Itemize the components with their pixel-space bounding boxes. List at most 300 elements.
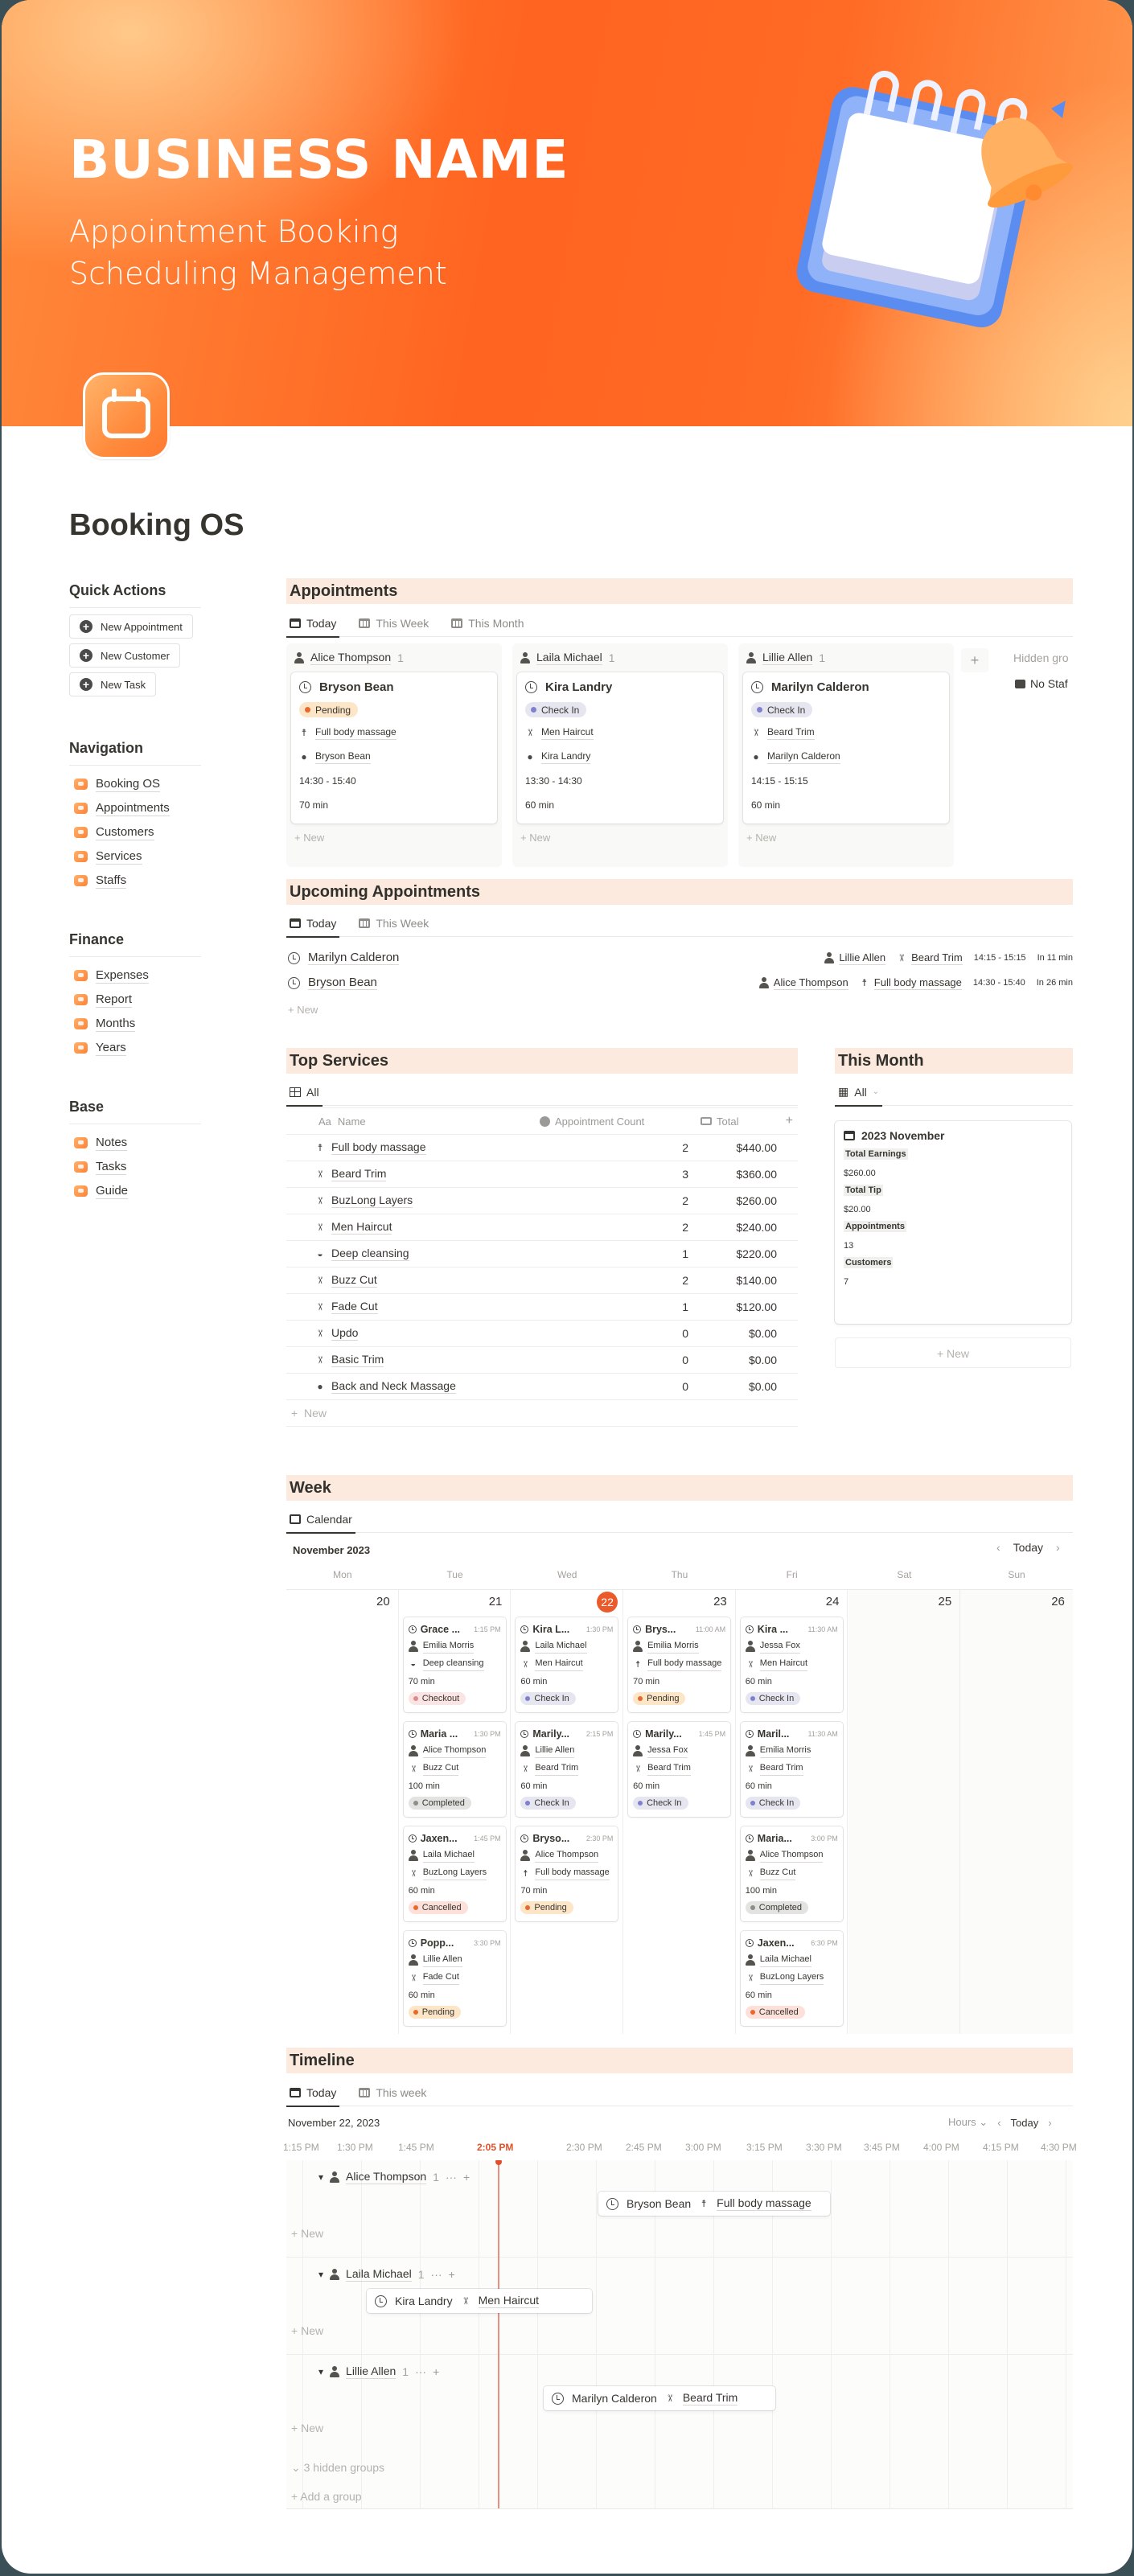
new-label: New <box>301 2324 324 2337</box>
calendar-bell-illustration <box>774 48 1079 354</box>
service-link[interactable]: Men Haircut <box>535 1657 582 1671</box>
scissors-icon: ✂ <box>745 1765 755 1773</box>
event-name: Jaxen... <box>420 1833 458 1844</box>
calendar-event-card[interactable] <box>404 1826 506 1921</box>
table-row[interactable] <box>286 1321 798 1347</box>
field-label: Total Tip <box>845 1185 881 1195</box>
service-link[interactable]: Full body massage <box>647 1657 721 1671</box>
hidden-groups-label: 3 hidden groups <box>303 2461 385 2474</box>
table-row[interactable] <box>286 1374 798 1400</box>
service-name[interactable]: Fade Cut <box>331 1300 378 1313</box>
board-column <box>512 643 728 867</box>
nav-staffs[interactable] <box>69 869 201 893</box>
service-row <box>746 1760 838 1777</box>
service-total: $360.00 <box>736 1168 777 1181</box>
timeline-group-header[interactable] <box>318 2364 439 2379</box>
cover-banner <box>2 0 1132 426</box>
document-icon <box>74 994 88 1005</box>
lips-icon: ◒ <box>317 1248 323 1259</box>
appointment-count: 0 <box>682 1354 688 1366</box>
calendar-week-icon <box>359 918 370 928</box>
new-label: New <box>529 832 551 844</box>
scissors-icon: ✂ <box>524 728 536 737</box>
service-name[interactable]: Beard Trim <box>331 1167 387 1180</box>
collapse-toggle-icon[interactable]: ▾ <box>318 2171 324 2183</box>
service-row <box>633 1760 725 1777</box>
service-link[interactable]: Full body massage <box>873 976 962 988</box>
staff-link[interactable]: Alice Thompson <box>535 1848 598 1863</box>
group-count: 1 <box>819 651 826 664</box>
new-card-button[interactable]: + New <box>294 832 325 844</box>
new-label: New <box>301 2227 324 2240</box>
tab-label: Today <box>306 2085 337 2099</box>
no-staff-group[interactable] <box>1015 677 1068 690</box>
day-cell[interactable] <box>736 1590 848 2034</box>
next-arrow-icon[interactable]: › <box>1056 1541 1060 1554</box>
status-label: Check In <box>758 1694 795 1703</box>
nav-label: Tasks <box>96 1159 127 1173</box>
event-name: Marily... <box>645 1728 682 1740</box>
plus-circle-icon: + <box>80 620 92 633</box>
service-name-cell <box>286 1300 544 1314</box>
duration: 60 min <box>745 1781 772 1791</box>
relative-time: In 11 min <box>1037 953 1073 963</box>
event-name: Maril... <box>757 1728 790 1740</box>
group-count: 1 <box>608 651 615 664</box>
tab-this-month[interactable] <box>448 610 527 637</box>
calendar-event-card[interactable] <box>741 1931 843 2026</box>
staff-link[interactable]: Jessa Fox <box>760 1639 800 1654</box>
day-cell[interactable] <box>623 1590 736 2034</box>
service-name-cell <box>286 1273 544 1288</box>
scissors-icon: ✂ <box>408 1765 418 1773</box>
service-link[interactable]: Beard Trim <box>682 2391 738 2404</box>
service-link[interactable]: Full body massage <box>717 2196 811 2209</box>
day-cell[interactable] <box>399 1590 512 2034</box>
day-number: 26 <box>1051 1595 1065 1608</box>
finance <box>69 931 201 1060</box>
service-name[interactable]: Basic Trim <box>331 1353 384 1366</box>
calendar-event-card[interactable] <box>404 1617 506 1712</box>
tab-today[interactable] <box>286 610 339 637</box>
day-number: 21 <box>488 1595 503 1608</box>
calendar-event-card[interactable] <box>741 1722 843 1817</box>
calendar-event-card[interactable] <box>741 1826 843 1921</box>
staff-row <box>633 1637 725 1655</box>
month-new-button[interactable]: + New <box>835 1337 1071 1368</box>
view-label: All <box>854 1085 867 1099</box>
calendar-event-card[interactable] <box>628 1722 730 1817</box>
tab-today[interactable] <box>286 910 339 937</box>
nav-expenses[interactable] <box>69 963 201 988</box>
add-item-icon[interactable]: + <box>462 2171 470 2184</box>
calendar-event-card[interactable] <box>741 1617 843 1712</box>
table-row[interactable] <box>286 1347 798 1374</box>
month-card[interactable] <box>835 1121 1071 1324</box>
nav-customers[interactable] <box>69 820 201 844</box>
row-meta <box>759 976 1073 990</box>
service-total: $240.00 <box>736 1221 777 1234</box>
staff-link[interactable]: Laila Michael <box>423 1848 475 1863</box>
client-link[interactable]: Bryson Bean <box>315 750 371 764</box>
time-tick: 2:45 PM <box>626 2142 662 2153</box>
tab-this-week[interactable] <box>355 910 432 937</box>
table-row[interactable] <box>286 1214 798 1241</box>
nav-notes[interactable] <box>69 1131 201 1155</box>
service-link[interactable]: Men Haircut <box>478 2294 540 2307</box>
service-link[interactable]: Beard Trim <box>760 1761 803 1776</box>
clock-icon <box>633 1730 641 1738</box>
staff-link[interactable]: Alice Thompson <box>760 1848 824 1863</box>
top-services-table <box>286 1107 798 1427</box>
more-options-icon[interactable]: ··· <box>415 2365 427 2378</box>
scissors-icon: ✂ <box>633 1765 643 1773</box>
staff-link[interactable]: Alice Thompson <box>773 976 848 988</box>
staff-link[interactable]: Emilia Morris <box>647 1639 699 1654</box>
client-link[interactable]: Marilyn Calderon <box>767 750 840 764</box>
group-divider <box>286 2257 1073 2258</box>
service-total: $120.00 <box>736 1300 777 1313</box>
calendar-event-card[interactable] <box>516 1826 618 1921</box>
service-link[interactable]: Beard Trim <box>647 1761 691 1776</box>
staff-name[interactable]: Laila Michael <box>346 2267 412 2280</box>
service-link[interactable]: Buzz Cut <box>760 1866 796 1880</box>
appointments-value: 13 <box>844 1241 854 1251</box>
more-options-icon[interactable]: ··· <box>430 2268 442 2281</box>
subtitle-line-2: Scheduling Management <box>69 256 447 291</box>
tab-label: This week <box>376 2085 427 2099</box>
upcoming-new-button[interactable]: + New <box>288 1004 318 1016</box>
nav-appointments[interactable] <box>69 796 201 820</box>
nav-booking-os[interactable] <box>69 772 201 796</box>
calendar-icon <box>74 1042 88 1054</box>
status-dot <box>638 1696 643 1701</box>
new-appointment-button[interactable] <box>69 614 193 639</box>
new-label: New <box>303 1407 327 1419</box>
calendar-event-card[interactable] <box>404 1931 506 2026</box>
nav-years[interactable] <box>69 1036 201 1060</box>
time-tick: 2:30 PM <box>566 2142 602 2153</box>
nav-report[interactable] <box>69 988 201 1012</box>
grid-line <box>537 2160 538 2508</box>
staff-row <box>409 1742 501 1760</box>
add-item-icon[interactable]: + <box>433 2365 440 2378</box>
grid-line <box>831 2160 832 2508</box>
status-label: Check In <box>758 1798 795 1808</box>
staff-link[interactable]: Emilia Morris <box>423 1639 475 1654</box>
board-column <box>286 643 502 867</box>
add-group-button[interactable]: + Add a group <box>291 2490 362 2503</box>
client-link[interactable]: Kira Landry <box>541 750 590 764</box>
duration: 60 min <box>751 799 781 811</box>
service-link[interactable]: Fade Cut <box>423 1970 459 1985</box>
staff-link[interactable]: Lillie Allen <box>839 951 886 963</box>
clock-icon <box>746 1730 754 1738</box>
event-title <box>746 1935 838 1951</box>
sidebar <box>69 582 201 1235</box>
column-header[interactable] <box>286 643 502 672</box>
timeline-item[interactable] <box>544 2386 775 2410</box>
service-row <box>746 1864 838 1882</box>
service-name[interactable]: BuzLong Layers <box>331 1194 413 1206</box>
event-time: 1:45 PM <box>698 1730 726 1738</box>
calendar-event-card[interactable] <box>404 1722 506 1817</box>
upcoming-row[interactable] <box>288 946 1073 970</box>
staff-link[interactable]: Lillie Allen <box>535 1744 574 1758</box>
money-icon <box>701 1117 712 1125</box>
next-arrow-icon[interactable]: › <box>1048 2116 1052 2129</box>
nav-guide[interactable] <box>69 1179 201 1203</box>
nav-tasks[interactable] <box>69 1155 201 1179</box>
status-label: Completed <box>758 1903 802 1912</box>
person-icon <box>330 2269 339 2280</box>
timeline-new-button[interactable]: + New <box>291 2422 324 2434</box>
timeline-body <box>286 2160 1073 2509</box>
tab-label: This Week <box>376 616 429 630</box>
nav-months[interactable] <box>69 1012 201 1036</box>
top-services-heading: Top Services <box>286 1048 798 1074</box>
timeline-item[interactable] <box>598 2192 830 2216</box>
staff-row <box>409 1637 501 1655</box>
tab-today[interactable] <box>286 2079 339 2106</box>
collapse-toggle-icon[interactable]: ▾ <box>318 2269 324 2280</box>
staff-name[interactable]: Lillie Allen <box>762 651 813 664</box>
client-row <box>299 745 489 769</box>
day-cell[interactable] <box>960 1590 1073 2034</box>
more-options-icon[interactable]: ··· <box>445 2171 457 2184</box>
col-label: Name <box>337 1115 366 1128</box>
col-total[interactable] <box>692 1115 773 1128</box>
table-row[interactable] <box>286 1135 798 1161</box>
status-badge <box>409 1901 468 1914</box>
appointment-card[interactable] <box>291 672 497 824</box>
service-link[interactable]: Men Haircut <box>541 725 594 740</box>
customer-name[interactable]: Marilyn Calderon <box>308 951 400 964</box>
new-customer-button[interactable] <box>69 643 180 668</box>
table-row[interactable] <box>286 1161 798 1188</box>
service-link[interactable]: Deep cleansing <box>423 1657 484 1671</box>
group-count: 1 <box>397 651 404 664</box>
person-icon: ☨ <box>317 1142 323 1153</box>
service-name[interactable]: Men Haircut <box>331 1220 392 1233</box>
clock-icon <box>74 803 88 814</box>
event-name: Kira ... <box>757 1624 789 1635</box>
calendar-event-card[interactable] <box>628 1617 730 1712</box>
button-label: New Task <box>101 678 146 691</box>
customer-name: Bryson Bean <box>627 2197 692 2210</box>
calendar-event-card[interactable] <box>516 1722 618 1817</box>
appointment-count: 2 <box>682 1141 688 1154</box>
nav-label: Booking OS <box>96 776 161 791</box>
staff-name[interactable]: Laila Michael <box>536 651 602 664</box>
service-name[interactable]: Full body massage <box>331 1140 426 1153</box>
day-cell[interactable] <box>286 1590 399 2034</box>
timeline-new-button[interactable]: + New <box>291 2324 324 2337</box>
time-tick: 4:30 PM <box>1041 2142 1077 2153</box>
status-dot <box>525 1801 530 1806</box>
service-link[interactable]: Beard Trim <box>767 725 815 740</box>
today-button[interactable]: Today <box>1010 2116 1039 2129</box>
collapse-toggle-icon[interactable]: ▾ <box>318 2366 324 2377</box>
day-cell[interactable] <box>511 1590 623 2034</box>
group-count: 1 <box>402 2365 409 2378</box>
event-time: 3:30 PM <box>474 1939 501 1947</box>
event-name: Bryso... <box>532 1833 570 1844</box>
nav-label: Months <box>96 1016 136 1030</box>
tab-this-week[interactable] <box>355 610 432 637</box>
person-icon <box>633 1745 643 1756</box>
time-range: 14:15 - 15:15 <box>973 953 1026 963</box>
button-label: New Customer <box>101 649 170 662</box>
status-label: Cancelled <box>758 2007 799 2017</box>
calendar-week-icon <box>359 2088 370 2097</box>
upcoming-tabs <box>286 910 1073 937</box>
view-all-dropdown[interactable] <box>835 1078 882 1106</box>
table-row[interactable] <box>286 1294 798 1321</box>
service-name[interactable]: Deep cleansing <box>331 1247 409 1259</box>
clock-icon <box>746 1625 754 1633</box>
staff-name[interactable]: Alice Thompson <box>346 2170 427 2183</box>
timeline-group-header[interactable] <box>318 2267 455 2282</box>
service-name[interactable]: Updo <box>331 1326 359 1339</box>
person-icon <box>520 1850 530 1861</box>
service-link[interactable]: Men Haircut <box>760 1657 807 1671</box>
clock-icon <box>409 1625 417 1633</box>
service-name-cell <box>286 1379 544 1394</box>
hidden-groups-label[interactable]: Hidden gro <box>1013 651 1069 664</box>
customer-name: Kira Landry <box>395 2295 453 2307</box>
service-link[interactable]: BuzLong Layers <box>760 1970 824 1985</box>
day-cell[interactable] <box>848 1590 961 2034</box>
navigation-heading: Navigation <box>69 740 201 766</box>
service-link[interactable]: Beard Trim <box>911 951 963 963</box>
duration: 100 min <box>745 1886 777 1896</box>
time-tick: 1:15 PM <box>283 2142 319 2153</box>
staff-link[interactable]: Alice Thompson <box>423 1744 487 1758</box>
calendar-event-card[interactable] <box>516 1617 618 1712</box>
service-name[interactable]: Buzz Cut <box>331 1273 377 1286</box>
new-card-button[interactable]: + New <box>520 832 551 844</box>
staff-link[interactable]: Emilia Morris <box>760 1744 811 1758</box>
duration: 100 min <box>408 1781 440 1791</box>
appointment-count: 1 <box>682 1247 688 1260</box>
week-tabs <box>286 1506 1073 1533</box>
staff-link[interactable]: Jessa Fox <box>647 1744 688 1758</box>
person-icon <box>409 1641 418 1652</box>
staff-name[interactable]: Lillie Allen <box>346 2364 396 2377</box>
month-label: November 2023 <box>293 1544 371 1556</box>
hidden-groups-toggle[interactable]: ⌄ 3 hidden groups <box>291 2461 385 2474</box>
status-dot <box>525 1696 530 1701</box>
add-group-button[interactable]: + <box>961 648 988 672</box>
table-header <box>286 1107 798 1135</box>
customer-name[interactable]: Bryson Bean <box>308 976 377 989</box>
service-cell <box>860 976 962 990</box>
table-new-row[interactable]: + New <box>286 1400 798 1427</box>
person-icon <box>824 952 834 963</box>
plus-circle-icon: + <box>80 678 92 691</box>
service-link[interactable]: BuzLong Layers <box>423 1866 487 1880</box>
scale-dropdown[interactable]: Hours ⌄ <box>948 2116 988 2128</box>
base-heading: Base <box>69 1099 201 1124</box>
table-row[interactable] <box>286 1188 798 1214</box>
service-link[interactable]: Full body massage <box>315 725 396 740</box>
customers-value: 7 <box>844 1277 849 1287</box>
person-icon <box>520 1745 530 1756</box>
staff-name[interactable]: Alice Thompson <box>310 651 392 664</box>
new-card-button[interactable]: + New <box>746 832 777 844</box>
nav-services[interactable] <box>69 844 201 869</box>
new-task-button[interactable] <box>69 672 156 696</box>
event-time: 1:30 PM <box>474 1730 501 1738</box>
new-label: New <box>755 832 777 844</box>
staff-row <box>746 1637 838 1655</box>
staff-link[interactable]: Laila Michael <box>760 1953 811 1967</box>
today-button[interactable]: Today <box>1013 1541 1044 1554</box>
clock-icon <box>540 1116 550 1127</box>
tab-calendar[interactable] <box>286 1506 355 1533</box>
weekday-label: Fri <box>786 1569 798 1580</box>
status-label: Checkout <box>421 1694 460 1703</box>
column-header[interactable] <box>738 643 954 672</box>
appointment-card[interactable] <box>517 672 723 824</box>
timeline-item[interactable] <box>367 2289 592 2313</box>
weekday-label: Wed <box>557 1569 577 1580</box>
upcoming-row[interactable] <box>288 971 1073 995</box>
duration: 70 min <box>633 1677 660 1687</box>
add-column-button[interactable]: + <box>785 1114 793 1128</box>
download-icon <box>74 970 88 981</box>
duration: 70 min <box>408 1677 435 1687</box>
service-total: $0.00 <box>748 1327 777 1340</box>
status-dot <box>757 707 762 713</box>
service-name[interactable]: Back and Neck Massage <box>331 1379 456 1392</box>
appointment-count: 2 <box>682 1221 688 1234</box>
prev-arrow-icon[interactable]: ‹ <box>996 1541 1000 1554</box>
service-link[interactable]: Full body massage <box>535 1866 609 1880</box>
column-header[interactable] <box>512 643 728 672</box>
calendar-icon <box>290 2088 301 2097</box>
clock-icon <box>525 681 537 693</box>
table-row[interactable] <box>286 1267 798 1294</box>
event-name: Jaxen... <box>757 1937 795 1949</box>
event-title <box>409 1726 501 1742</box>
add-item-icon[interactable]: + <box>448 2268 455 2281</box>
staff-link[interactable]: Lillie Allen <box>423 1953 462 1967</box>
table-row[interactable] <box>286 1241 798 1267</box>
tab-this-week[interactable] <box>355 2079 429 2106</box>
service-link[interactable]: Buzz Cut <box>423 1761 459 1776</box>
appointment-card[interactable] <box>743 672 949 824</box>
timeline-group-header[interactable] <box>318 2170 470 2184</box>
service-link[interactable]: Beard Trim <box>535 1761 578 1776</box>
tab-all[interactable] <box>286 1078 323 1106</box>
prev-arrow-icon[interactable]: ‹ <box>997 2116 1001 2129</box>
service-total: $140.00 <box>736 1274 777 1287</box>
col-name[interactable] <box>286 1115 544 1128</box>
col-count[interactable] <box>540 1115 692 1128</box>
status-dot <box>525 1905 530 1910</box>
calendar-month-icon <box>451 618 462 628</box>
timeline-new-button[interactable]: + New <box>291 2227 324 2240</box>
clock-icon <box>520 1625 528 1633</box>
staff-link[interactable]: Laila Michael <box>535 1639 586 1654</box>
weekday-label: Tue <box>446 1569 463 1580</box>
clock-icon <box>520 1834 528 1843</box>
status-dot <box>638 1801 643 1806</box>
person-icon <box>330 2171 339 2183</box>
service-row <box>746 1655 838 1673</box>
